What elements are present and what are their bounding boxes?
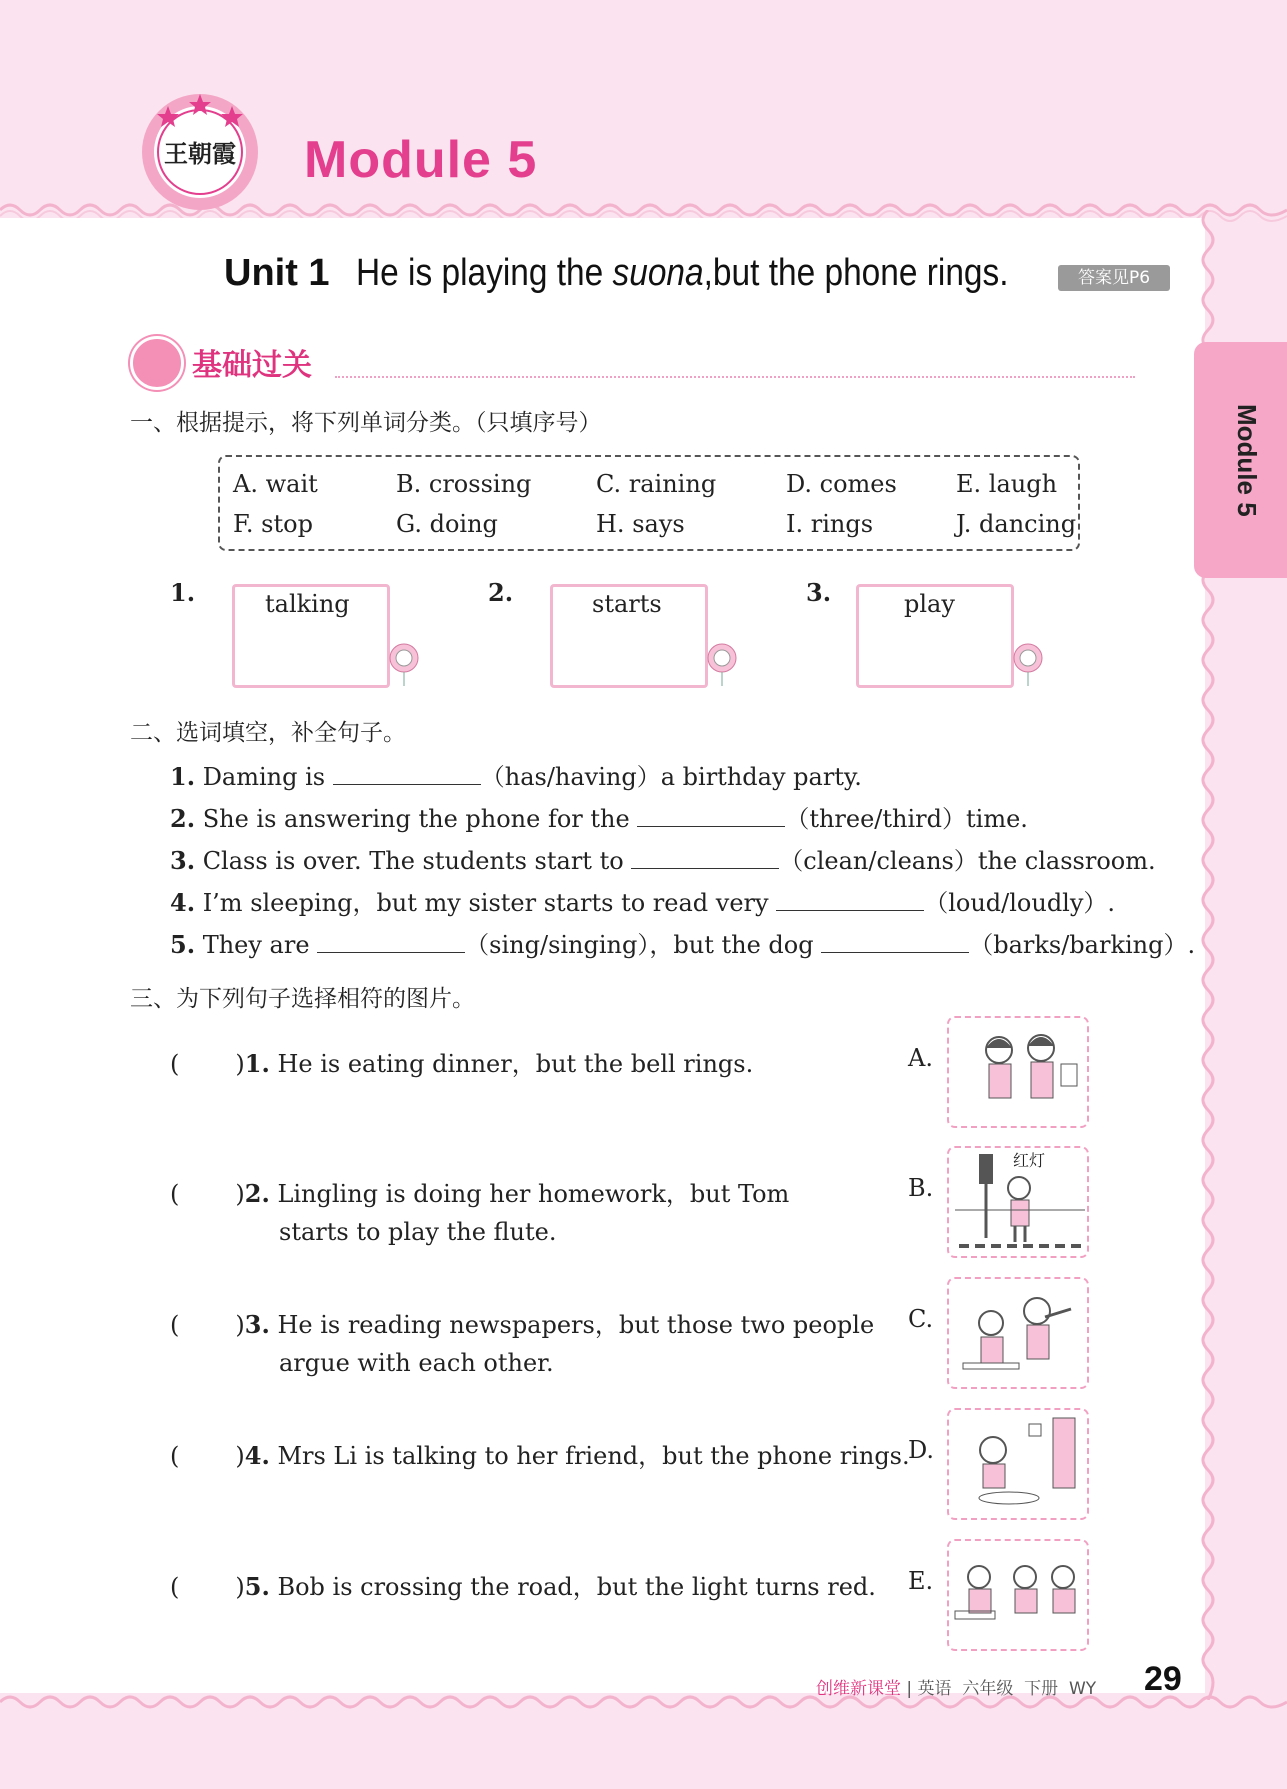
footer-info: 创维新课堂 | 英语 六年级 下册 WY [816,1679,1097,1699]
option-c-picture[interactable] [947,1277,1089,1389]
option-d-label: D. [908,1436,935,1464]
sentence-text: I’m sleeping，but my sister starts to read very [195,889,777,917]
sentence-text: （sing/singing），but the dog [465,931,822,959]
answer-blank[interactable] [821,930,969,953]
answer-blank[interactable] [776,888,924,911]
sentence-text: They are [195,931,318,959]
fill-sentence-1 [170,757,862,792]
match-question-5 [170,1567,876,1602]
answer-paren-open[interactable]: ( [170,1573,180,1601]
option-b-picture[interactable] [947,1146,1089,1258]
answer-paren-close: ) [235,1180,245,1208]
sentence-number: 1. [170,762,196,791]
answer-blank[interactable] [317,930,465,953]
word-f: F. stop [233,510,313,538]
module-title: Module 5 [304,131,538,189]
match-question-3 [170,1305,874,1340]
question-text: Mrs Li is talking to her friend，but the phone rings. [269,1442,910,1470]
category-2-word: starts [592,590,662,618]
sentence-text: Daming is [195,763,333,791]
question-number: 5. [244,1572,270,1601]
sentence-text: （has/having）a birthday party. [480,763,862,791]
word-b: B. crossing [396,470,532,498]
sentence-number: 3. [170,846,196,875]
part3-heading: 三、为下列句子选择相符的图片。 [130,986,475,1012]
option-e-picture[interactable] [947,1539,1089,1651]
fill-sentence-5 [170,925,1195,960]
word-g: G. doing [396,510,498,538]
sentence-text: （loud/loudly）. [924,889,1116,917]
category-2-number: 2. [488,578,514,607]
sentence-text: （clean/cleans）the classroom. [779,847,1156,875]
flower-icon [384,642,424,686]
word-c: C. raining [596,470,717,498]
girl-avatar-icon [130,336,184,390]
two-women-talking-illustration [949,1018,1089,1128]
unit-title-post: ,but the phone rings. [703,252,1009,294]
answer-blank[interactable] [631,846,779,869]
answer-blank[interactable] [333,762,481,785]
page-number: 29 [1144,1660,1182,1698]
answer-paren-close: ) [235,1311,245,1339]
category-3-word: play [904,590,955,618]
option-a-label: A. [908,1044,933,1072]
question-number: 1. [244,1049,270,1078]
category-1-number: 1. [170,578,196,607]
answer-paren-open[interactable]: ( [170,1311,180,1339]
side-tab-label: Module 5 [1232,403,1262,517]
sentence-text: Class is over. The students start to [195,847,632,875]
question-text: Bob is crossing the road，but the light turns red. [269,1573,876,1601]
flower-icon [702,642,742,686]
answer-paren-close: ) [235,1573,245,1601]
red-light-label: 红灯 [1013,1151,1046,1170]
word-i: I. rings [786,510,874,538]
sentence-number: 4. [170,888,196,917]
footer-grade: 六年级 [962,1679,1014,1699]
answer-reference-badge: 答案见P6 [1058,265,1170,291]
sentence-text: （three/third）time. [785,805,1028,833]
boy-eating-doorbell-illustration [949,1410,1089,1520]
girl-homework-boy-flute-illustration [949,1279,1089,1389]
match-question-1 [170,1044,753,1079]
word-j: J. dancing [956,510,1077,538]
question-text: He is reading newspapers，but those two people [269,1311,875,1339]
word-h: H. says [596,510,685,538]
answer-paren-open[interactable]: ( [170,1180,180,1208]
sentence-number: 5. [170,930,196,959]
sentence-number: 2. [170,804,196,833]
question-number: 2. [244,1179,270,1208]
section-dotted-rule [335,376,1135,378]
word-e: E. laugh [956,470,1058,498]
unit-title-italic: suona [612,252,704,294]
sentence-text: She is answering the phone for the [195,805,638,833]
question-number: 3. [244,1310,270,1339]
option-c-label: C. [908,1305,934,1333]
unit-title [224,252,1097,295]
word-d: D. comes [786,470,897,498]
answer-paren-close: ) [235,1050,245,1078]
question-text: He is eating dinner，but the bell rings. [269,1050,754,1078]
part1-heading: 一、根据提示，将下列单词分类。（只填序号） [130,410,602,436]
fill-sentence-2 [170,799,1028,834]
answer-paren-close: ) [235,1442,245,1470]
answer-blank[interactable] [637,804,785,827]
sentence-text: （barks/barking）. [969,931,1196,959]
match-question-4 [170,1436,910,1471]
unit-title-pre: He is playing the [355,252,613,294]
boy-crossing-road-illustration [949,1148,1089,1258]
option-e-label: E. [908,1567,934,1595]
question-number: 4. [244,1441,270,1470]
match-question-3-line2: argue with each other. [279,1349,554,1377]
option-d-picture[interactable] [947,1408,1089,1520]
flower-icon [1008,642,1048,686]
answer-paren-open[interactable]: ( [170,1050,180,1078]
unit-label: Unit 1 [224,252,330,294]
question-text: Lingling is doing her homework，but Tom [269,1180,790,1208]
match-question-2 [170,1174,789,1209]
category-1-word: talking [265,590,350,618]
footer-subject: 英语 [917,1679,952,1699]
match-question-2-line2: starts to play the flute. [279,1218,557,1246]
man-reading-people-arguing-illustration [949,1541,1089,1651]
footer-edition: WY [1068,1679,1097,1699]
fill-sentence-3 [170,841,1156,876]
fill-sentence-4 [170,883,1115,918]
answer-paren-open[interactable]: ( [170,1442,180,1470]
option-b-label: B. [908,1174,934,1202]
footer-brand: 创维新课堂 [816,1679,901,1699]
part2-heading: 二、选词填空，补全句子。 [130,720,406,746]
publisher-logo [138,90,262,214]
option-a-picture[interactable] [947,1016,1089,1128]
category-3-number: 3. [806,578,832,607]
logo-text: 王朝霞 [164,139,236,168]
section-label: 基础过关 [192,348,312,383]
section-header [130,336,1170,386]
footer-volume: 下册 [1024,1679,1059,1699]
word-a: A. wait [233,470,318,498]
